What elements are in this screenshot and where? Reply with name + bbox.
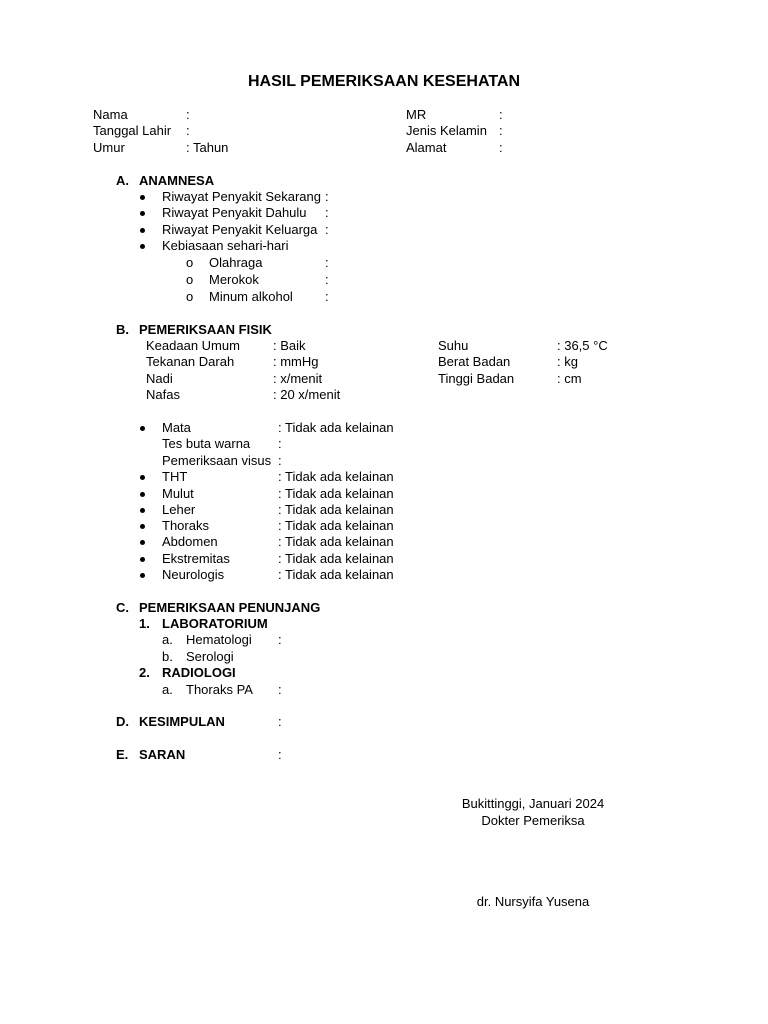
bullet-icon bbox=[140, 573, 145, 578]
age-label: Umur bbox=[93, 140, 125, 155]
vital-value: : Baik bbox=[273, 338, 306, 353]
sublist-marker: o bbox=[186, 289, 194, 304]
address-value: : bbox=[499, 140, 503, 155]
sublist-item-colon: : bbox=[278, 632, 282, 647]
section-colon: : bbox=[278, 747, 282, 762]
section-heading: PEMERIKSAAN PENUNJANG bbox=[139, 600, 321, 615]
exam-value: : Tidak ada kelainan bbox=[278, 551, 394, 566]
vital-label: Tekanan Darah bbox=[146, 354, 235, 369]
sublist-item-label: Serologi bbox=[186, 649, 234, 664]
bullet-icon bbox=[140, 540, 145, 545]
bullet-icon bbox=[140, 195, 145, 200]
list-item-label: Riwayat Penyakit Dahulu bbox=[162, 205, 307, 220]
bullet-icon bbox=[140, 211, 145, 216]
exam-label: Leher bbox=[162, 502, 196, 517]
list-item-colon: : bbox=[325, 205, 329, 220]
exam-value: : Tidak ada kelainan bbox=[278, 567, 394, 582]
vital-label: Nadi bbox=[146, 371, 173, 386]
exam-label: Mata bbox=[162, 420, 191, 435]
document-title: HASIL PEMERIKSAAN KESEHATAN bbox=[247, 73, 521, 90]
exam-value: : bbox=[278, 453, 282, 468]
gender-value: : bbox=[499, 123, 503, 138]
sublist-marker: o bbox=[186, 272, 194, 287]
section-letter: C. bbox=[116, 600, 129, 615]
exam-value: : Tidak ada kelainan bbox=[278, 502, 394, 517]
section-heading: SARAN bbox=[139, 747, 186, 762]
exam-label: Tes buta warna bbox=[162, 436, 251, 451]
signer-name: dr. Nursyifa Yusena bbox=[476, 894, 590, 909]
vital-value: : 20 x/menit bbox=[273, 387, 341, 402]
birthdate-label: Tanggal Lahir bbox=[93, 123, 172, 138]
subsection-heading: RADIOLOGI bbox=[162, 665, 236, 680]
sublist-marker: a. bbox=[162, 682, 173, 697]
sublist-item-label: Hematologi bbox=[186, 632, 252, 647]
age-value: : Tahun bbox=[186, 140, 229, 155]
sublist-item-colon: : bbox=[278, 682, 282, 697]
place-date: Bukittinggi, Januari 2024 bbox=[461, 796, 605, 811]
signer-role: Dokter Pemeriksa bbox=[481, 813, 585, 828]
vital-label: Keadaan Umum bbox=[146, 338, 240, 353]
vital-value: : mmHg bbox=[273, 354, 319, 369]
section-heading: KESIMPULAN bbox=[139, 714, 225, 729]
mr-label: MR bbox=[406, 107, 427, 122]
gender-label: Jenis Kelamin bbox=[406, 123, 487, 138]
birthdate-value: : bbox=[186, 123, 190, 138]
vital-label: Nafas bbox=[146, 387, 180, 402]
exam-value: : Tidak ada kelainan bbox=[278, 534, 394, 549]
section-letter: D. bbox=[116, 714, 129, 729]
list-item-label: Riwayat Penyakit Keluarga bbox=[162, 222, 318, 237]
address-label: Alamat bbox=[406, 140, 447, 155]
name-value: : bbox=[186, 107, 190, 122]
vital-label: Tinggi Badan bbox=[438, 371, 515, 386]
sublist-item-label: Minum alkohol bbox=[209, 289, 293, 304]
exam-label: Mulut bbox=[162, 486, 194, 501]
bullet-icon bbox=[140, 426, 145, 431]
vital-value: : x/menit bbox=[273, 371, 323, 386]
exam-value: : bbox=[278, 436, 282, 451]
section-heading: ANAMNESA bbox=[139, 173, 215, 188]
bullet-icon bbox=[140, 557, 145, 562]
sublist-marker: a. bbox=[162, 632, 173, 647]
vital-value: : 36,5 °C bbox=[557, 338, 608, 353]
sublist-item-colon: : bbox=[325, 255, 329, 270]
sublist-item-colon: : bbox=[325, 289, 329, 304]
exam-label: Thoraks bbox=[162, 518, 209, 533]
subsection-heading: LABORATORIUM bbox=[162, 616, 268, 631]
bullet-icon bbox=[140, 475, 145, 480]
section-colon: : bbox=[278, 714, 282, 729]
exam-value: : Tidak ada kelainan bbox=[278, 469, 394, 484]
vital-value: : cm bbox=[557, 371, 582, 386]
list-item-label: Riwayat Penyakit Sekarang bbox=[162, 189, 321, 204]
sublist-item-label: Thoraks PA bbox=[186, 682, 253, 697]
list-item-colon: : bbox=[325, 189, 329, 204]
exam-label: THT bbox=[162, 469, 188, 484]
exam-label: Abdomen bbox=[162, 534, 218, 549]
list-item-label: Kebiasaan sehari-hari bbox=[162, 238, 289, 253]
mr-value: : bbox=[499, 107, 503, 122]
sublist-marker: o bbox=[186, 255, 194, 270]
sublist-marker: b. bbox=[162, 649, 173, 664]
exam-label: Neurologis bbox=[162, 567, 225, 582]
bullet-icon bbox=[140, 508, 145, 513]
section-letter: B. bbox=[116, 322, 129, 337]
vital-label: Suhu bbox=[438, 338, 469, 353]
list-item-colon: : bbox=[325, 222, 329, 237]
bullet-icon bbox=[140, 228, 145, 233]
sublist-item-label: Olahraga bbox=[209, 255, 263, 270]
section-letter: A. bbox=[116, 173, 129, 188]
exam-label: Pemeriksaan visus bbox=[162, 453, 272, 468]
section-letter: E. bbox=[116, 747, 129, 762]
sublist-item-label: Merokok bbox=[209, 272, 259, 287]
subsection-number: 1. bbox=[139, 616, 150, 631]
exam-label: Ekstremitas bbox=[162, 551, 230, 566]
section-heading: PEMERIKSAAN FISIK bbox=[139, 322, 272, 337]
bullet-icon bbox=[140, 244, 145, 249]
sublist-item-colon: : bbox=[325, 272, 329, 287]
bullet-icon bbox=[140, 492, 145, 497]
bullet-icon bbox=[140, 524, 145, 529]
exam-value: : Tidak ada kelainan bbox=[278, 420, 394, 435]
exam-value: : Tidak ada kelainan bbox=[278, 486, 394, 501]
subsection-number: 2. bbox=[139, 665, 150, 680]
exam-value: : Tidak ada kelainan bbox=[278, 518, 394, 533]
vital-label: Berat Badan bbox=[438, 354, 511, 369]
name-label: Nama bbox=[93, 107, 128, 122]
vital-value: : kg bbox=[557, 354, 578, 369]
